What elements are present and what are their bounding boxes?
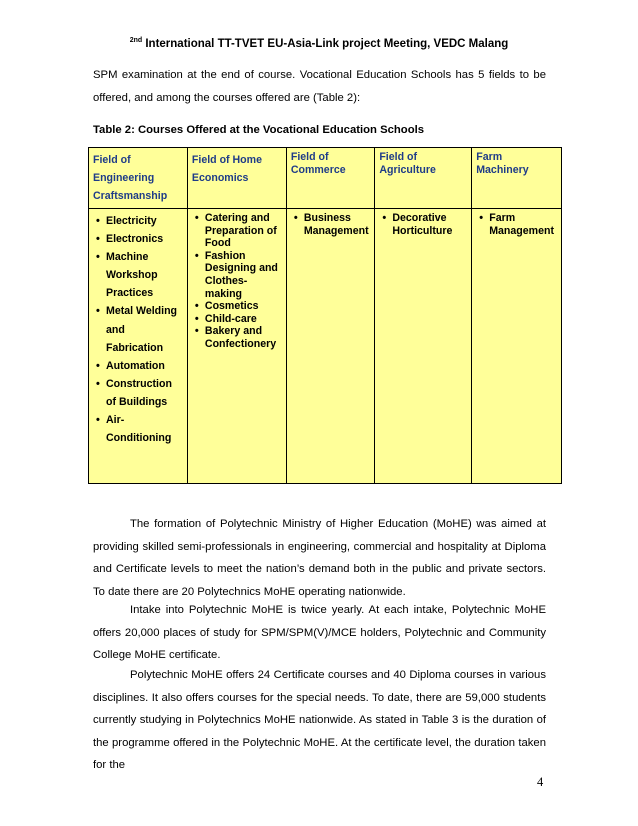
header-superscript-suffix: nd (133, 37, 143, 44)
intro-paragraph: SPM examination at the end of course. Vocational Education Schools has 5 fields to be offered, and among the courses offered are (Table 2): (93, 69, 546, 104)
header-cell-engineering: Field of Engineering Craftsmanship (89, 148, 188, 209)
agriculture-courses-cell (375, 209, 472, 484)
list-item: • Fashion Designing and Clothes-making (192, 250, 282, 300)
list-item: • Cosmetics (192, 300, 282, 313)
table-header-row (89, 148, 562, 209)
header-cell-home-economics: Field of Home Economics (187, 148, 286, 209)
engineering-course-list (93, 212, 183, 447)
list-item: • Metal Welding and Fabrication (93, 302, 183, 356)
list-item: • Child-care (192, 313, 282, 326)
paragraph-intake: Intake into Polytechnic MoHE is twice yearly. At each intake, Polytechnic MoHE offers 20,000 places of study for SPM/SPM(V)/MCE holders, Polytechnic and Community College MoHE certificate. (93, 604, 546, 661)
header-cell-commerce: Field of Commerce (286, 148, 374, 209)
header-text: International TT-TVET EU-Asia-Link project Meeting, VEDC Malang (142, 38, 509, 50)
list-item: • Farm Management (476, 212, 557, 237)
list-item: • Bakery and Confectionery (192, 325, 282, 350)
list-item: • Decorative Horticulture (379, 212, 467, 237)
list-item: • Business Management (291, 212, 370, 237)
farm-machinery-course-list (476, 212, 557, 237)
header-cell-farm-machinery: Farm Machinery (472, 148, 562, 209)
engineering-courses-cell (89, 209, 188, 484)
page-number: 4 (537, 775, 544, 789)
farm-machinery-courses-cell (472, 209, 562, 484)
courses-table (88, 147, 562, 484)
commerce-courses-cell (286, 209, 374, 484)
list-item: • Electronics (93, 230, 183, 248)
paragraph-polytechnic-formation: The formation of Polytechnic Ministry of Higher Education (MoHE) was aimed at providing skilled semi-professionals in engineering, commercial and hospitality at Diploma and Certificate levels to meet the nation’s demand both in the public and private sectors. To date there are 20 Polytechnics MoHE operating nationwide. (93, 518, 546, 598)
table-body-row (89, 209, 562, 484)
paragraph-courses-offered: Polytechnic MoHE offers 24 Certificate courses and 40 Diploma courses in various disciplines. It also offers courses for the special needs. To date, there are 59,000 students currently studying in Polytechnics MoHE nationwide. As stated in Table 3 is the duration of the programme offered in the Polytechnic MoHE. At the certificate level, the duration taken for the (93, 669, 546, 771)
list-item: • Machine Workshop Practices (93, 248, 183, 302)
home-economics-course-list (192, 212, 282, 351)
list-item: • Catering and Preparation of Food (192, 212, 282, 250)
table-caption: Table 2: Courses Offered at the Vocational Education Schools (93, 124, 425, 136)
list-item: • Construction of Buildings (93, 375, 183, 411)
agriculture-course-list (379, 212, 467, 237)
home-economics-courses-cell (187, 209, 286, 484)
header-superscript-number: 2 (129, 37, 134, 44)
list-item: • Electricity (93, 212, 183, 230)
header-cell-agriculture: Field of Agriculture (375, 148, 472, 209)
list-item: • Automation (93, 357, 183, 375)
list-item: • Air-Conditioning (93, 411, 183, 447)
commerce-course-list (291, 212, 370, 237)
running-header (0, 37, 638, 50)
